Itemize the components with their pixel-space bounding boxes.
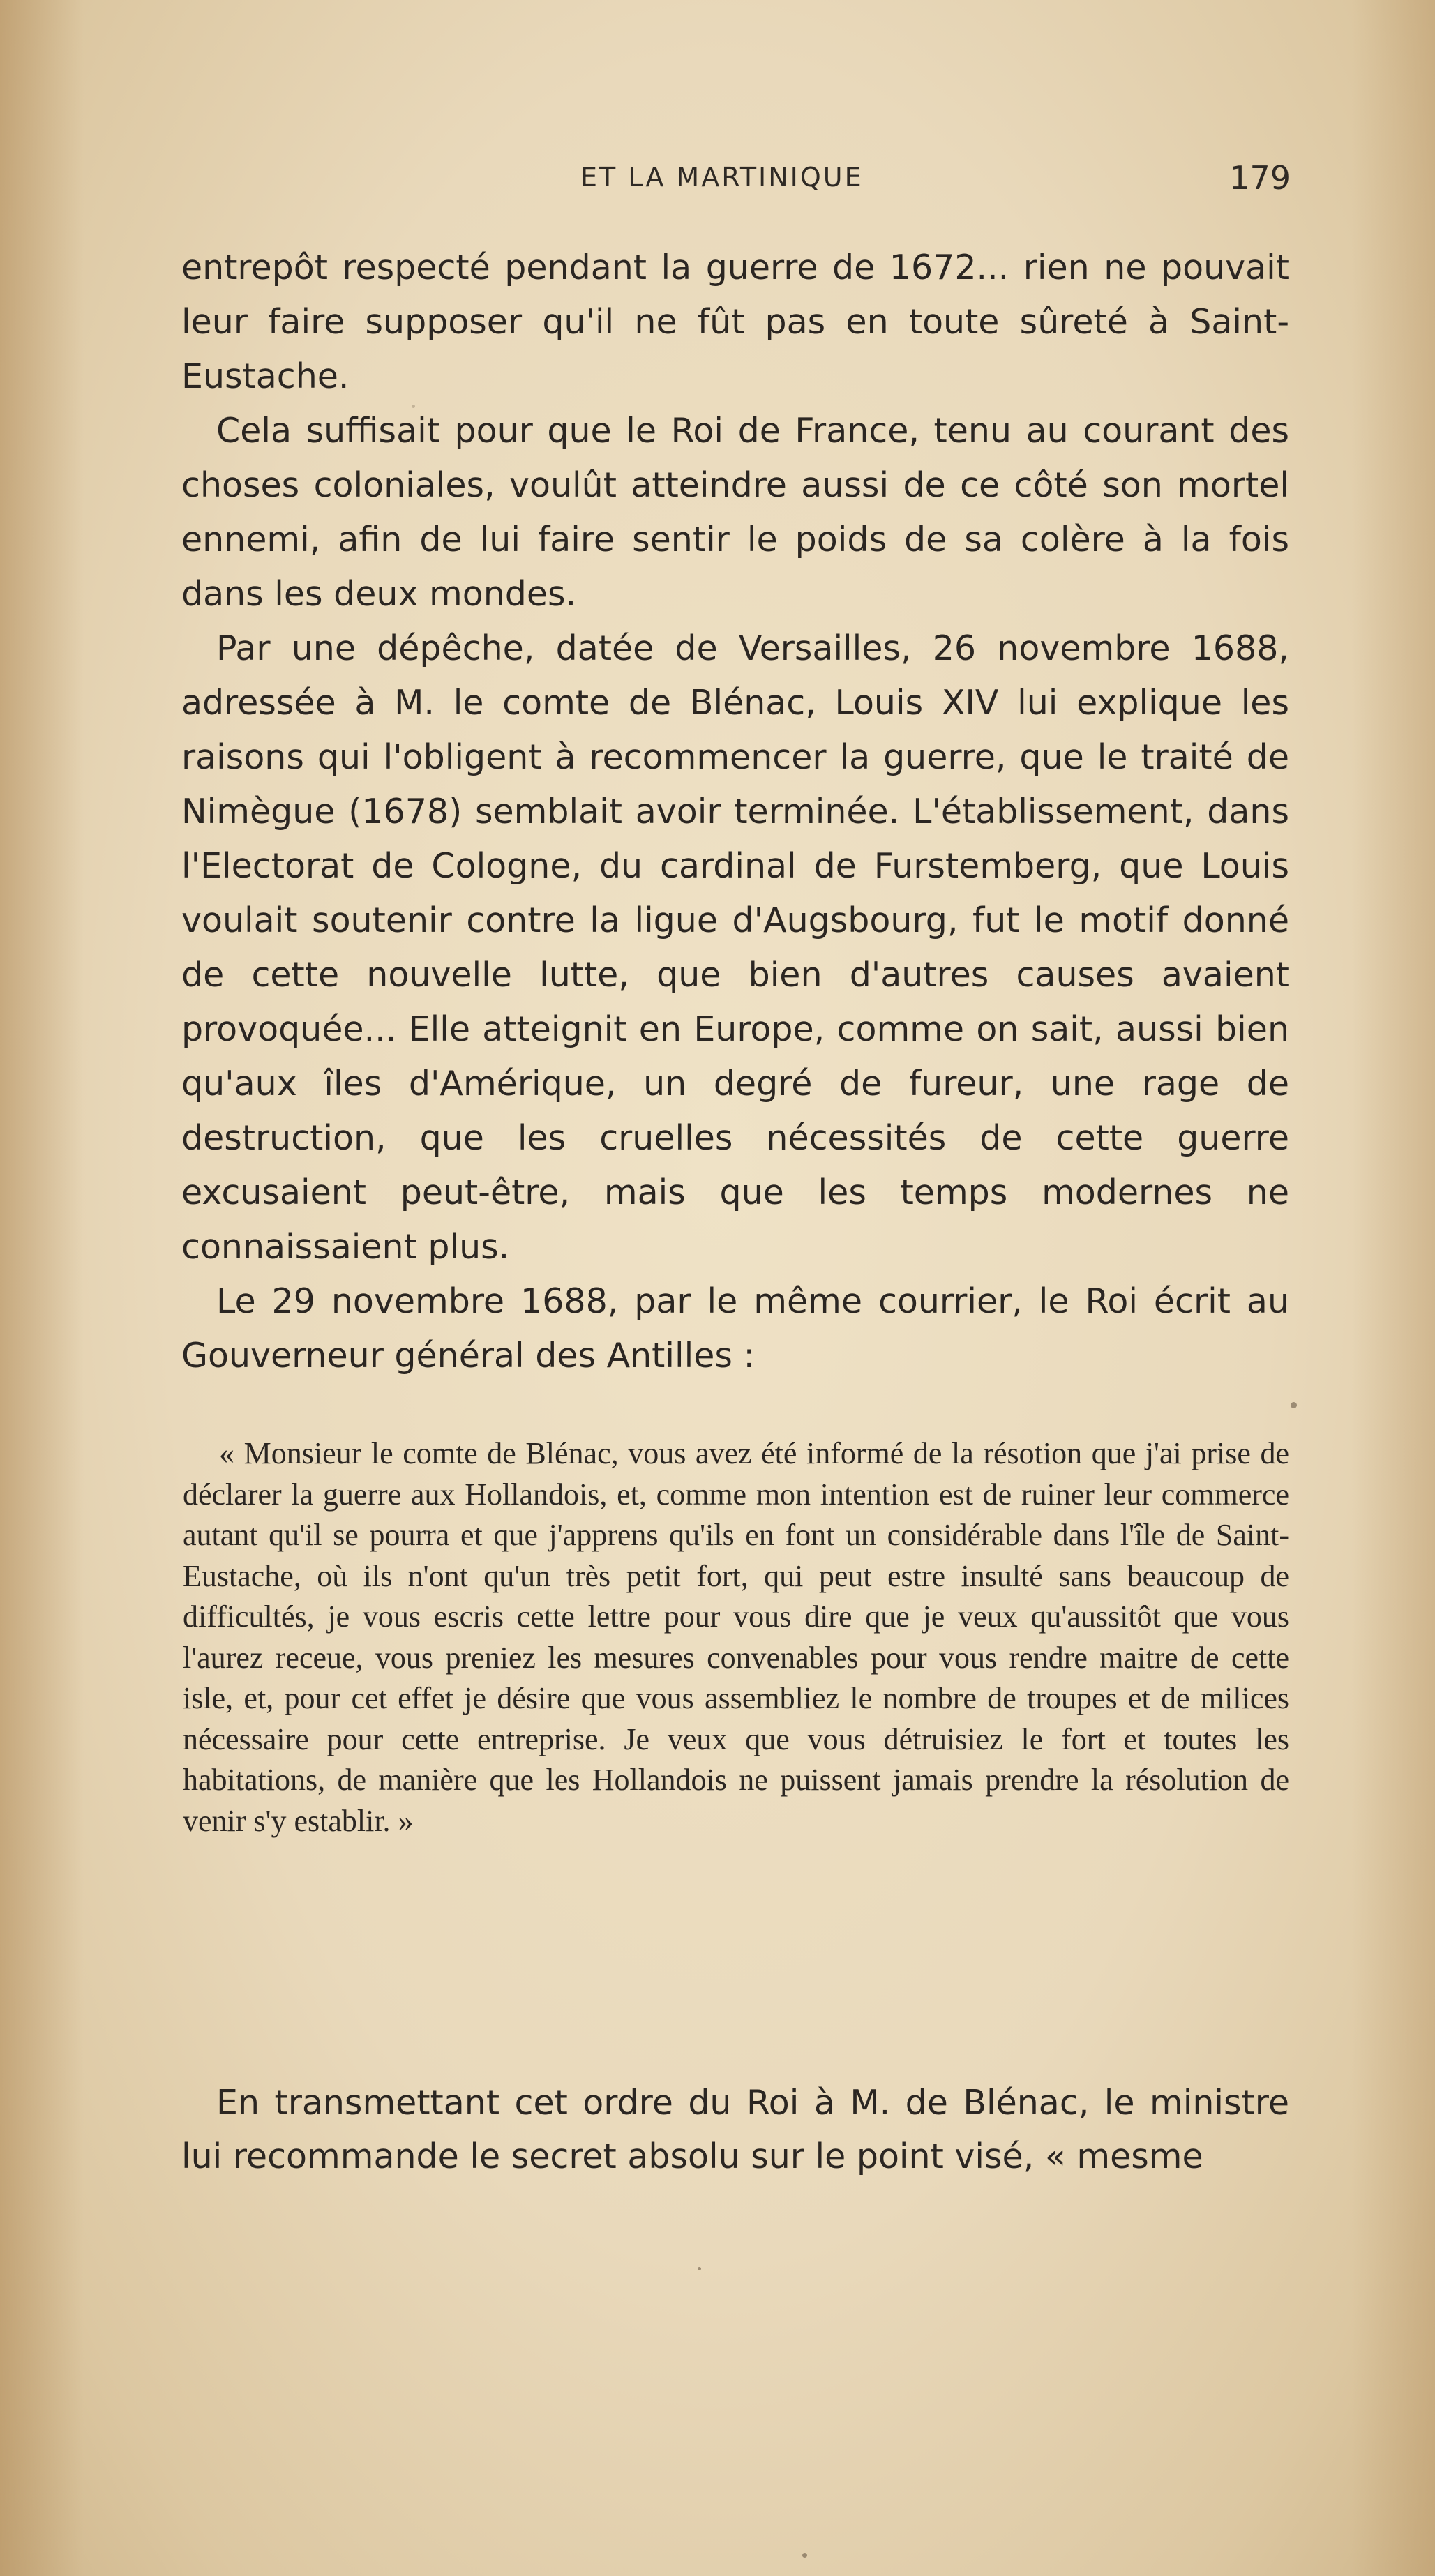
paragraph-continuation: entrepôt respecté pendant la guerre de 1672... rien ne pouvait leur faire supposer qu'il ne fût pas en toute sûreté à Saint-Eustache. xyxy=(181,248,1289,396)
paper-speck xyxy=(698,2267,701,2270)
paragraph: Le 29 novembre 1688, par le même courrier, le Roi écrit au Gouverneur général des Antilles : xyxy=(181,1281,1289,1376)
page-edge-shading-right xyxy=(1351,0,1435,2576)
page-header xyxy=(0,159,1435,204)
paragraph: Par une dépêche, datée de Versailles, 26 novembre 1688, adressée à M. le comte de Blénac, Louis XIV lui explique les raisons qui l'obligent à recommencer la guerre, que le traité de Nimègue (1678) semblait avoir terminée. L'établissement, dans l'Electorat de Cologne, du cardinal de Furstemberg, que Louis voulait soutenir contre la ligue d'Augsbourg, fut le motif donné de cette nouvelle lutte, que bien d'autres causes avaient provoquée... Elle atteignit en Europe, comme on sait, aussi bien qu'aux îles d'Amérique, un degré de fureur, une rage de destruction, que les cruelles nécessités de cette guerre excusaient peut-être, mais que les temps modernes ne connaissaient plus. xyxy=(181,628,1289,1267)
paper-speck xyxy=(1291,1402,1297,1408)
paper-speck xyxy=(802,2553,807,2558)
paragraph: Cela suffisait pour que le Roi de France, tenu au courant des choses coloniales, voulût atteindre aussi de ce côté son mortel ennemi, afin de lui faire sentir le poids de sa colère à la fois dans les deux mondes. xyxy=(181,411,1289,614)
royal-letter-quotation: « Monsieur le comte de Blénac, vous avez été informé de la résotion que j'ai prise de déclarer la guerre aux Hollandois, et, comme mon intention est de ruiner leur commerce autant qu'il se pourra et que j'apprens qu'ils en font un considérable dans l'île de Saint-Eustache, où ils n'ont qu'un très petit fort, qui peut estre insulté sans beaucoup de difficultés, je vous escris cette lettre pour vous dire que je veux qu'aussitôt que vous l'aurez receue, vous preniez les mesures convenables pour vous rendre maitre de cette isle, et, pour cet effet je désire que vous assembliez le nombre de troupes et de milices nécessaire pour cette entreprise. Je veux que vous détruisiez le fort et toutes les habitations, de manière que les Hollandois ne puissent jamais prendre la résolution de venir s'y establir. » xyxy=(183,1436,1289,1838)
main-text xyxy=(181,241,1289,1383)
page-edge-shading-left xyxy=(0,0,84,2576)
running-title: ET LA MARTINIQUE xyxy=(580,162,864,193)
page-number: 179 xyxy=(1229,159,1291,197)
paper-speck xyxy=(412,405,415,408)
closing-paragraph: En transmettant cet ordre du Roi à M. de Blénac, le ministre lui recommande le secret absolu sur le point visé, « mesme xyxy=(181,2083,1289,2176)
